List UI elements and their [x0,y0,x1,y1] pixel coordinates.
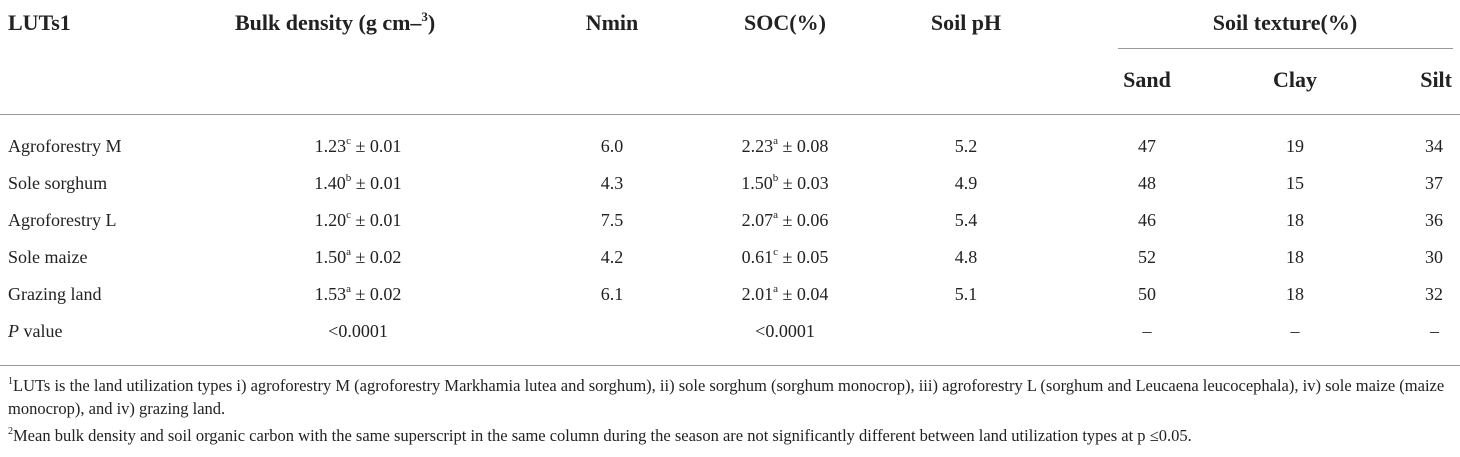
header-soil-ph [931,10,1001,36]
row-nmin: 4.2 [600,247,624,267]
soc-value: 1.50 [741,173,773,193]
header-soil-texture [1213,10,1357,36]
header-soil-texture-text: Soil texture(%) [1212,10,1358,35]
header-luts-text: LUTs1 [8,10,71,35]
row-nmin: 7.5 [600,210,624,230]
header-nmin-text: Nmin [585,10,639,35]
soc-sup: a [773,283,778,295]
footnote-2-marker: 2 [8,425,13,437]
row-ph: 4.8 [954,247,978,267]
bd-sup: b [345,172,352,184]
row-clay: 18 [1286,284,1304,304]
header-bottom-rule [0,114,1460,115]
header-soc-text: SOC(%) [744,10,826,35]
soc-err: ± 0.05 [778,247,829,267]
header-silt [1420,67,1452,93]
footnote-2 [8,424,1448,447]
row-ph: 5.4 [954,210,978,230]
soc-sup: a [773,135,778,147]
row-name: Sole maize [8,247,88,267]
soc-sup: a [773,209,778,221]
header-silt-text: Silt [1420,67,1452,92]
bd-value: 1.23 [314,136,347,156]
row-clay: 18 [1286,210,1304,230]
row-name: Agroforestry M [8,136,122,156]
p-value-silt: – [1430,321,1439,341]
soc-sup: c [773,246,778,258]
header-clay [1273,67,1317,93]
row-soc [742,136,829,157]
bd-sup: a [346,246,351,258]
soc-err: ± 0.04 [778,284,829,304]
bd-err: ± 0.01 [351,136,402,156]
soc-value: 2.23 [741,136,774,156]
p-value-label-italic: P [8,321,19,341]
row-sand: 46 [1138,210,1156,230]
row-sand: 50 [1138,284,1156,304]
header-bulk-density-sup: 3 [421,8,428,24]
row-silt: 37 [1425,173,1443,193]
header-sand-text: Sand [1123,67,1171,92]
footnote-1-marker: 1 [8,375,13,387]
bd-err: ± 0.02 [351,284,402,304]
p-value-sand: – [1142,321,1152,341]
header-clay-text: Clay [1273,67,1317,92]
footnote-1 [8,374,1448,420]
header-bulk-density-close: ) [427,10,436,35]
header-soil-ph-text: Soil pH [930,10,1002,35]
row-bulk-density [315,247,402,268]
row-silt: 32 [1425,284,1443,304]
soc-err: ± 0.06 [778,210,829,230]
row-sand: 47 [1138,136,1156,156]
header-bulk-density-text: Bulk density (g cm– [235,10,422,35]
row-silt: 36 [1425,210,1443,230]
row-ph: 5.1 [954,284,978,304]
soc-sup: b [772,172,779,184]
row-soc [742,247,829,268]
p-value-label-rest: value [19,321,63,341]
texture-header-rule [1118,48,1453,49]
soc-value: 0.61 [741,247,774,267]
row-name: Sole sorghum [8,173,108,193]
bd-sup: c [346,135,351,147]
row-name: Grazing land [8,284,102,304]
bd-value: 1.53 [314,284,347,304]
row-bulk-density [315,136,402,157]
row-soc [742,284,829,305]
row-soc [742,210,829,231]
row-nmin: 6.1 [600,284,624,304]
p-value-soc: <0.0001 [755,321,815,341]
header-sand [1123,67,1171,93]
soc-err: ± 0.08 [778,136,829,156]
bd-value: 1.40 [314,173,346,193]
bd-err: ± 0.01 [351,210,402,230]
p-value-label [8,321,62,342]
row-silt: 30 [1425,247,1443,267]
row-sand: 48 [1138,173,1156,193]
bd-err: ± 0.02 [351,247,402,267]
soc-value: 2.07 [741,210,774,230]
row-bulk-density [315,210,402,231]
row-sand: 52 [1138,247,1156,267]
header-bulk-density [235,10,435,36]
p-value-clay: – [1290,321,1300,341]
header-luts [8,10,71,36]
row-clay: 18 [1286,247,1304,267]
bd-sup: c [346,209,351,221]
footnote-2-text: Mean bulk density and soil organic carbon with the same superscript in the same column during the season are not significantly different between land utilization types at p ≤0.05. [13,426,1192,445]
row-name: Agroforestry L [8,210,117,230]
bd-err: ± 0.01 [351,173,402,193]
footnote-1-text: LUTs is the land utilization types i) agroforestry M (agroforestry Markhamia lutea and sorghum), ii) sole sorghum (sorghum monocrop), iii) agroforestry L (sorghum and Leucaena leucocephala), iv) sole maize (maize monocrop), and iv) grazing land. [8,376,1445,418]
row-ph: 5.2 [954,136,978,156]
table-bottom-rule [0,365,1460,366]
bd-value: 1.50 [314,247,347,267]
row-clay: 15 [1286,173,1304,193]
row-bulk-density [314,173,401,194]
soc-err: ± 0.03 [778,173,829,193]
soc-value: 2.01 [741,284,774,304]
bd-value: 1.20 [314,210,347,230]
row-silt: 34 [1425,136,1443,156]
bd-sup: a [346,283,351,295]
p-value-bulk-density: <0.0001 [328,321,388,341]
row-nmin: 6.0 [600,136,624,156]
header-soc [744,10,826,36]
row-bulk-density [315,284,402,305]
row-nmin: 4.3 [600,173,624,193]
row-ph: 4.9 [954,173,978,193]
row-soc [741,173,828,194]
row-clay: 19 [1286,136,1304,156]
header-nmin [586,10,639,36]
